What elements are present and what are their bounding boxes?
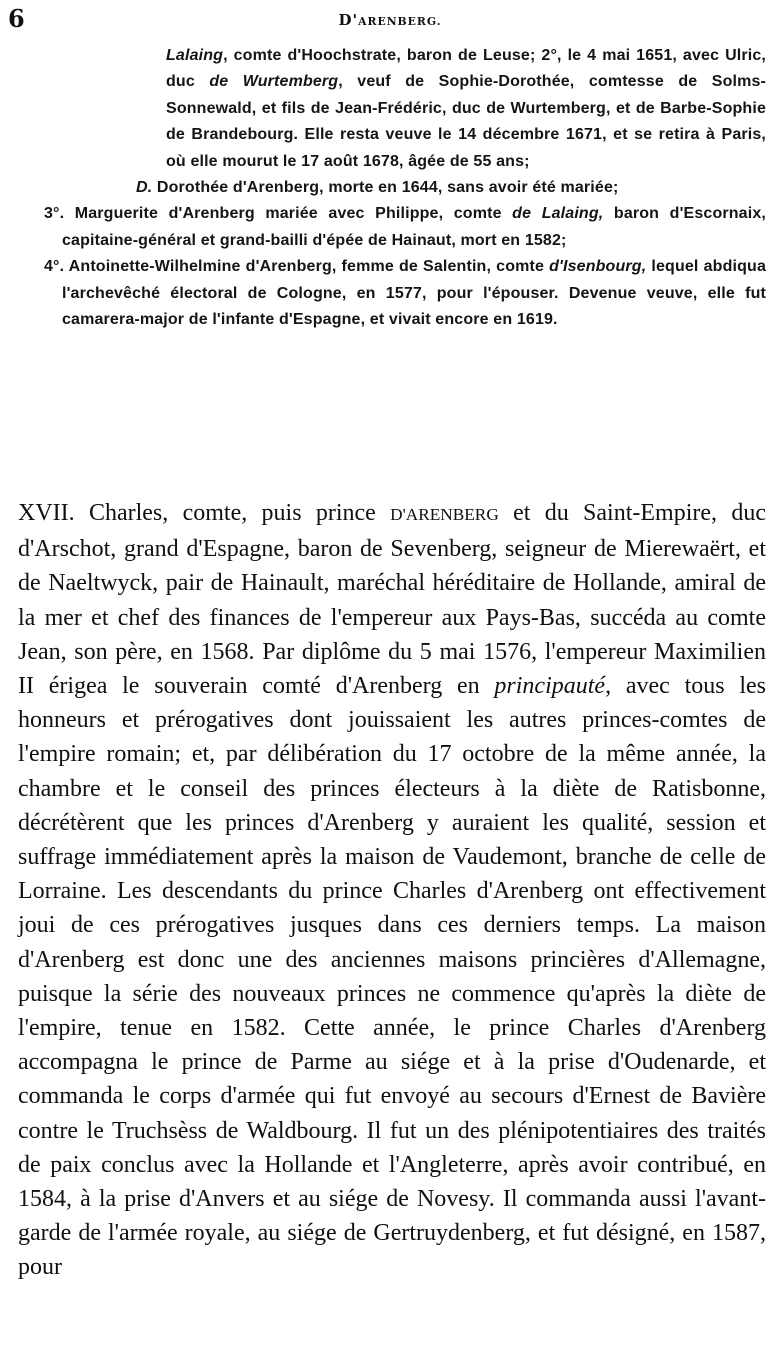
note-item-d-letter: D.	[136, 179, 153, 197]
note-item-d-text: Dorothée d'Arenberg, morte en 1644, sans avoir été mariée;	[152, 179, 619, 197]
main-paragraph	[18, 496, 766, 1285]
note-continuation-part-4: , veuf de Sophie-Dorothée, comtesse de Solms-Sonnewald, et fils de Jean-Frédéric, duc de Wurtemberg, et de Barbe-Sophie de Brandebourg. Elle resta veuve le 14 décembre 1671, et se retira à Paris, où elle mourut le 17 août 1678, âgée de 55 ans;	[166, 73, 766, 170]
note-continuation-part-2: , comte d'Hoochstrate, baron de Leuse; 2°, le 4 mai 1651, avec Ulric, duc	[166, 47, 766, 91]
note-item-3-part-3: baron d'Escornaix, capitaine-général et grand-bailli d'épée de Hainaut, mort en 1582;	[62, 205, 766, 249]
running-title	[0, 10, 780, 32]
genealogy-notes	[44, 43, 766, 333]
main-part-3: et du Saint-Empire, duc d'Arschot, grand d'Espagne, baron de Sevenberg, seigneur de Mierewaërt, et de Naeltwyck, pair de Hainault, maréchal héréditaire de Hollande, amiral de la mer et chef des finances de l'empereur aux Pays-Bas, succéda au comte Jean, son père, en 1568. Par diplôme du 5 mai 1576, l'empereur Maximilien II érigea le souverain comté d'Arenberg en	[18, 500, 766, 700]
note-continuation	[44, 43, 766, 175]
note-item-d	[44, 175, 766, 201]
page-number: 6	[8, 4, 25, 33]
main-part-5: , avec tous les honneurs et prérogatives dont jouissaient les autres princes-comtes de l'empire romain; et, par délibération du 17 octobre de la même année, la chambre et le conseil des princes électeurs à la diète de Ratisbonne, décrétèrent que les princes d'Arenberg y auraient les qualité, session et suffrage immédiatement après la maison de Vaudemont, branche de celle de Lorraine. Les descendants du prince Charles d'Arenberg ont effectivement joui de ces prérogatives jusques dans ces derniers temps. La maison d'Arenberg est donc une des anciennes maisons princières d'Allemagne, puisque la série des nouveaux princes ne commence qu'après la diète de l'empire, tenue en 1582. Cette année, le prince Charles d'Arenberg accompagna le prince de Parme au siége et à la prise d'Oudenarde, et commanda le corps d'armée qui fut envoyé au secours d'Ernest de Bavière contre le Truchsèss de Waldbourg. Il fut un des plénipotentiaires des traités de paix conclus avec la Hollande et l'Angleterre, après avoir contribué, en 1584, à la prise d'Anvers et au siége de Novesy. Il commanda aussi l'avant-garde de l'armée royale, au siége de Gertruydenberg, et fut désigné, en 1587, pour	[18, 673, 767, 1281]
main-part-2: D'ARENBERG	[390, 505, 499, 524]
note-item-4	[44, 254, 766, 333]
note-continuation-part-1: Lalaing	[166, 47, 224, 64]
note-item-3-part-2: de Lalaing,	[512, 205, 604, 223]
running-title-prefix: D'	[338, 11, 359, 29]
main-part-1: XVII. Charles, comte, puis prince	[18, 500, 391, 526]
note-item-4-part-2: d'Isenbourg,	[549, 258, 647, 276]
running-head	[0, 0, 780, 40]
running-title-name: ARENBERG.	[358, 15, 442, 28]
note-item-3-part-1: 3°. Marguerite d'Arenberg mariée avec Philippe, comte	[44, 205, 513, 223]
note-item-4-part-3: lequel abdiqua l'archevêché électoral de Cologne, en 1577, pour l'épouser. Devenue veuve, elle fut camarera-major de l'infante d'Espagne, et vivait encore en 1619.	[62, 258, 766, 329]
main-part-4: principauté	[494, 673, 606, 700]
note-item-3	[44, 201, 766, 254]
main-text	[18, 496, 766, 1285]
note-continuation-part-3: de Wurtemberg	[209, 73, 339, 91]
note-item-4-part-1: 4°. Antoinette-Wilhelmine d'Arenberg, femme de Salentin, comte	[44, 258, 550, 276]
